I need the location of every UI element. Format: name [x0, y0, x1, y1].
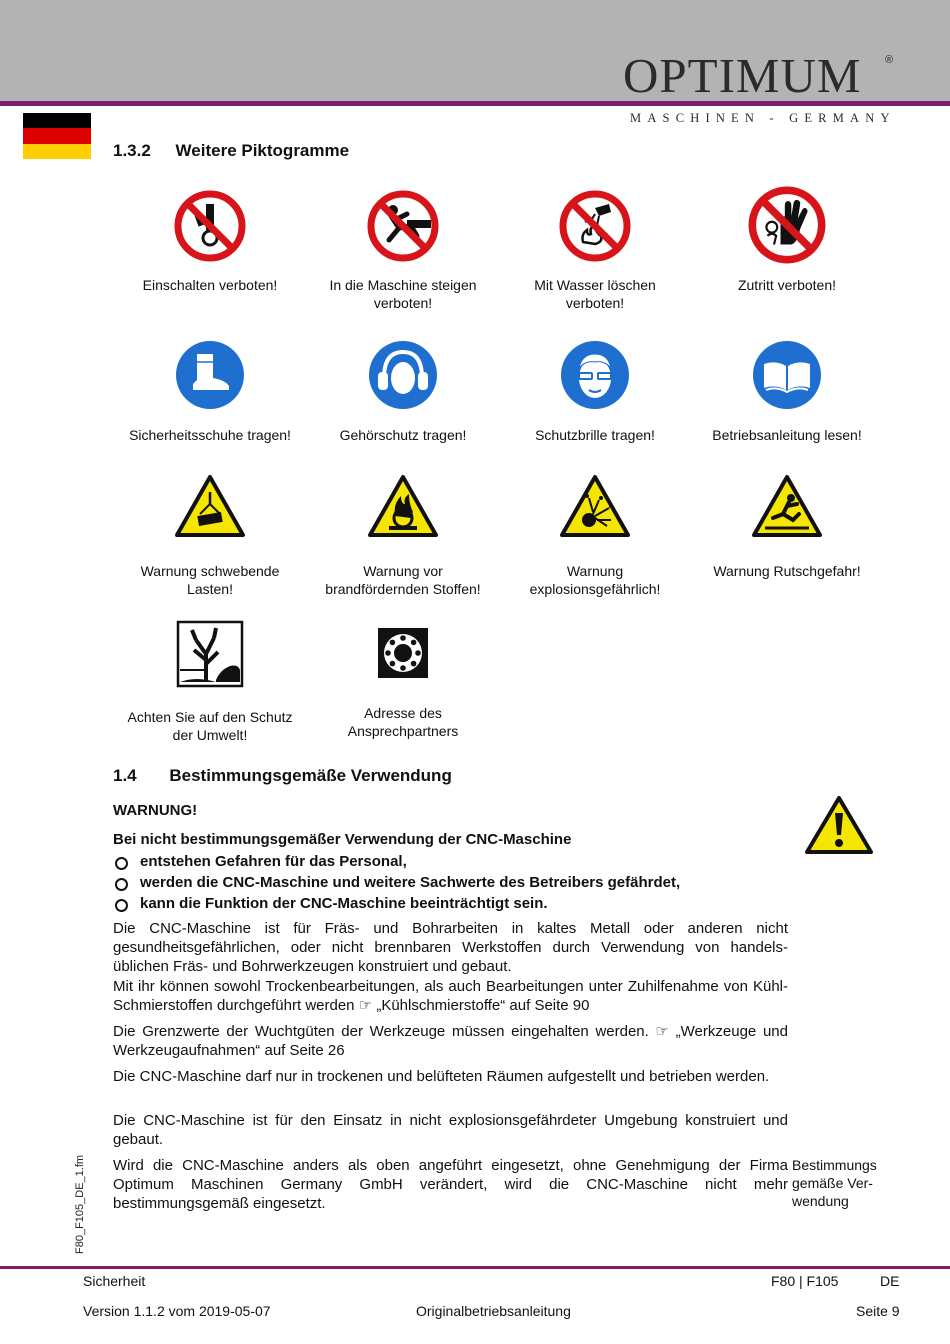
pictogram-no-water-extinguish — [500, 190, 690, 312]
list-item: kann die Funktion der CNC-Maschine beeinträchtigt sein. — [113, 893, 793, 914]
safety-shoes-icon — [175, 340, 245, 410]
general-warning-icon — [804, 795, 874, 855]
paragraph-balancing — [113, 1022, 788, 1060]
pictogram-environment — [115, 620, 305, 744]
cross-reference-link[interactable]: ☞ „Werkzeuge und Werkzeugaufnahmen“ auf Seite 26 — [113, 1023, 788, 1060]
section-title: Bestimmungsgemäße Verwendung — [169, 766, 452, 785]
cross-reference-link[interactable]: ☞ „Kühlschmierstoffe“ auf Seite 90 — [358, 996, 590, 1014]
caption-line-1: Mit Wasser löschen — [534, 277, 656, 293]
pictogram-slippery — [692, 474, 882, 580]
environment-icon — [176, 620, 244, 688]
pictogram-no-access — [692, 186, 882, 294]
pictogram-no-switch-on — [115, 190, 305, 294]
caption-line-1: Achten Sie auf den Schutz — [127, 709, 293, 725]
caption-line-2: verboten! — [373, 295, 433, 311]
no-access-icon — [748, 186, 826, 264]
no-climbing-icon — [367, 190, 439, 262]
caption-line-1: Schutzbrille tragen! — [535, 427, 655, 443]
pictogram-explosive — [500, 474, 690, 598]
footer-doc-type: Originalbetriebsanleitung — [416, 1303, 571, 1319]
paragraph-misuse: Wird die CNC-Maschine anders als oben angeführt eingesetzt, ohne Genehmigung der Firma Optimum Maschinen Germany GmbH verändert, wird die CNC-Maschine nicht mehr bestimmungsgemäß eingesetzt. — [113, 1157, 788, 1213]
caption-line-2: Ansprechpartners — [347, 723, 459, 739]
registered-mark: ® — [885, 54, 894, 66]
caption-line-1: Warnung schwebende — [140, 563, 280, 579]
contact-phone-icon — [378, 628, 428, 678]
no-water-extinguish-icon — [559, 190, 631, 262]
caption-line-2: der Umwelt! — [172, 727, 248, 743]
pictogram-safety-goggles — [500, 340, 690, 444]
pictogram-suspended-load — [115, 474, 305, 598]
caption-line-1: Adresse des — [364, 705, 442, 721]
safety-goggles-icon — [560, 340, 630, 410]
list-item: entstehen Gefahren für das Personal, — [113, 851, 793, 872]
pictogram-safety-shoes — [115, 340, 305, 444]
oxidizing-icon — [367, 474, 439, 538]
section-title: Weitere Piktogramme — [175, 141, 350, 160]
paragraph-text: Die CNC-Maschine ist für Fräs- und Bohrarbeiten in kaltes Metall oder anderen nicht gesundheitsgefährlichen, oder nicht brennbaren Werkstoffen durch Verwendung von handels-üblichen Fräs- und Bohrwerkzeugen konstruiert und gebaut. — [113, 920, 788, 976]
footer-language: DE — [880, 1273, 900, 1289]
caption-line-1: Betriebsanleitung lesen! — [712, 427, 862, 443]
caption-line-2: verboten! — [565, 295, 625, 311]
brand-name: OPTIMUM — [623, 48, 862, 103]
caption-line-2: Lasten! — [187, 581, 233, 597]
suspended-load-icon — [174, 474, 246, 538]
pictogram-contact-phone — [308, 628, 498, 740]
caption-line-1: Sicherheitsschuhe tragen! — [129, 427, 291, 443]
paragraph-purpose — [113, 919, 788, 1015]
paragraph-explosion: Die CNC-Maschine ist für den Einsatz in nicht explosionsgefährdeter Umgebung konstruiert und gebaut. — [113, 1112, 788, 1149]
no-switch-on-icon — [174, 190, 246, 262]
warning-lead: Bei nicht bestimmungsgemäßer Verwendung der CNC-Maschine — [113, 831, 572, 848]
footer-section: Sicherheit — [83, 1273, 146, 1289]
ear-protection-icon — [368, 340, 438, 410]
section-number: 1.3.2 — [113, 141, 151, 160]
pictogram-ear-protection — [308, 340, 498, 444]
section-number: 1.4 — [113, 766, 137, 785]
margin-note: Bestimmungs gemäße Ver-wendung — [792, 1157, 877, 1209]
caption-line-1: Zutritt verboten! — [737, 277, 837, 293]
section-heading-1-3-2 — [113, 141, 349, 161]
german-flag-icon — [23, 113, 91, 159]
footer-version: Version 1.1.2 vom 2019-05-07 — [83, 1303, 271, 1319]
caption-line-1: Warnung vor — [363, 563, 443, 579]
paragraph-environment: Die CNC-Maschine darf nur in trockenen und belüfteten Räumen aufgestellt und betrieben werden. — [113, 1068, 770, 1085]
explosive-icon — [559, 474, 631, 538]
footer-page-number: Seite 9 — [856, 1303, 900, 1319]
pictogram-oxidizing — [308, 474, 498, 598]
footer-divider — [0, 1266, 950, 1269]
caption-line-2: brandfördernden Stoffen! — [325, 581, 481, 597]
caption-line-1: Warnung — [566, 563, 624, 579]
file-identifier: F80_F105_DE_1.fm — [74, 1154, 86, 1254]
brand-subline: MASCHINEN - GERMANY — [630, 111, 896, 125]
caption-line-2: explosionsgefährlich! — [529, 581, 661, 597]
caption-line-1: Einschalten verboten! — [142, 277, 278, 293]
footer-model: F80 | F105 — [771, 1273, 839, 1289]
paragraph-text: Mit ihr können sowohl Trockenbearbeitungen, als auch Bearbeitungen unter Zuhilfenahme von Kühl-Schmierstoffen durchgeführt werden — [113, 977, 788, 1014]
slippery-icon — [751, 474, 823, 538]
pictogram-read-manual — [692, 340, 882, 444]
list-item: werden die CNC-Maschine und weitere Sachwerte des Betreibers gefährdet, — [113, 872, 793, 893]
section-heading-1-4 — [113, 766, 452, 786]
pictogram-no-climbing — [308, 190, 498, 312]
warning-list — [113, 851, 793, 914]
brand-logo — [623, 50, 898, 110]
caption-line-1: Warnung Rutschgefahr! — [713, 563, 861, 579]
read-manual-icon — [752, 340, 822, 410]
warning-title: WARNUNG! — [113, 802, 198, 819]
caption-line-1: Gehörschutz tragen! — [339, 427, 467, 443]
paragraph-text: Die Grenzwerte der Wuchtgüten der Werkzeuge müssen eingehalten werden. — [113, 1023, 649, 1040]
caption-line-1: In die Maschine steigen — [329, 277, 477, 293]
